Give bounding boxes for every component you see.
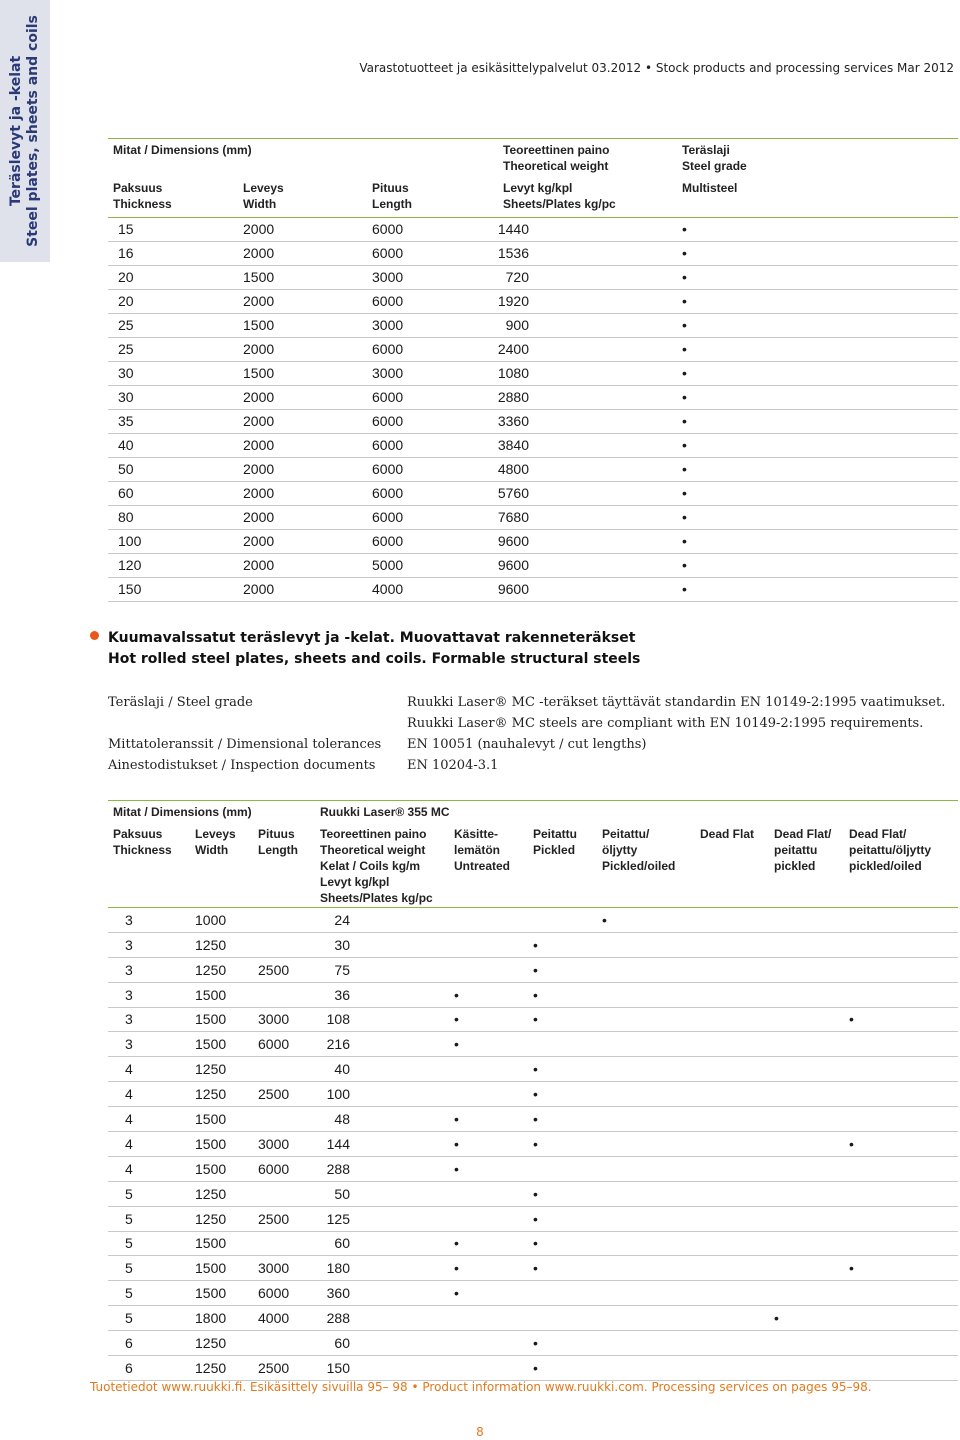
table-row: [108, 338, 958, 362]
thickness-cell: 15: [118, 221, 134, 237]
pickled-mark: •: [533, 1135, 538, 1152]
pickled-mark: •: [533, 1111, 538, 1128]
multisteel-table: [108, 138, 958, 602]
length-cell: 4000: [258, 1310, 290, 1327]
thickness-header: Paksuus Thickness: [113, 181, 172, 211]
table-row: [108, 1083, 958, 1107]
table-row: [108, 1108, 958, 1132]
width-cell: 2000: [243, 293, 275, 309]
untreated-mark: •: [454, 1285, 459, 1302]
thickness-cell: 3: [125, 986, 133, 1003]
thickness-cell: 20: [118, 293, 134, 309]
length-cell: 2500: [258, 1359, 290, 1376]
length-cell: 6000: [372, 413, 404, 429]
thickness-cell: 5: [125, 1310, 133, 1327]
table-row: [108, 290, 958, 314]
untreated-mark: •: [454, 1260, 459, 1277]
length-cell: 2500: [258, 1086, 290, 1103]
untreated-header: Käsitte- lemätön Untreated: [454, 827, 511, 873]
length-cell: 6000: [372, 293, 404, 309]
weight-cell: 720: [505, 269, 529, 285]
pickled-mark: •: [533, 1210, 538, 1227]
width-cell: 2000: [243, 509, 275, 525]
length-cell: 6000: [258, 1285, 290, 1302]
length-cell: 2500: [258, 1210, 290, 1227]
thickness-cell: 5: [125, 1260, 133, 1277]
tolerance-label: Mittatoleranssit / Dimensional tolerances: [108, 737, 382, 752]
untreated-mark: •: [454, 1111, 459, 1128]
width-cell: 2000: [243, 581, 275, 597]
width-cell: 1250: [195, 1185, 227, 1202]
thickness-cell: 3: [125, 911, 133, 928]
table-row: [108, 1133, 958, 1157]
width-cell: 1250: [195, 936, 227, 953]
thickness-cell: 40: [118, 437, 134, 453]
weight-cell: 40: [334, 1061, 350, 1078]
weight-cell: 1080: [497, 365, 529, 381]
thickness-cell: 4: [125, 1111, 133, 1128]
table-row: [108, 1307, 958, 1331]
table-row: [108, 314, 958, 338]
table-row: [108, 506, 958, 530]
thickness-cell: 5: [125, 1185, 133, 1202]
width-cell: 1500: [243, 365, 275, 381]
weight-cell: 288: [326, 1160, 350, 1177]
length-cell: 4000: [372, 581, 404, 597]
grade-header: Teräslaji Steel grade: [682, 143, 747, 173]
length-cell: 6000: [372, 389, 404, 405]
thickness-cell: 16: [118, 245, 134, 261]
table-header: [108, 801, 958, 907]
width-header: Leveys Width: [243, 181, 284, 211]
pickled-mark: •: [533, 1061, 538, 1078]
thickness-cell: 60: [118, 485, 134, 501]
pickled-mark: •: [533, 1260, 538, 1277]
table-row: [108, 554, 958, 578]
width-cell: 1500: [195, 1285, 227, 1302]
width-cell: 1500: [195, 1135, 227, 1152]
pickled-header: Peitattu Pickled: [533, 827, 578, 857]
weight-cell: 360: [326, 1285, 350, 1302]
product-header: Ruukki Laser® 355 MC: [320, 805, 450, 819]
length-cell: 3000: [258, 1260, 290, 1277]
weight-cell: 75: [334, 961, 350, 978]
table-row: [108, 386, 958, 410]
multisteel-mark: •: [682, 389, 687, 405]
section-bullet-icon: [90, 631, 99, 640]
untreated-mark: •: [454, 1160, 459, 1177]
pickled-mark: •: [533, 936, 538, 953]
plates-weight-header: Levyt kg/kpl Sheets/Plates kg/pc: [503, 181, 616, 211]
grade-fi: Ruukki Laser® MC -teräkset täyttävät standardin EN 10149-2:1995 vaatimukset.: [407, 695, 946, 710]
side-tab-line-fi: Teräslevyt ja -kelat: [8, 55, 24, 207]
multisteel-mark: •: [682, 509, 687, 525]
side-tab-title: [8, 15, 42, 247]
width-cell: 1500: [243, 317, 275, 333]
grade-label: Teräslaji / Steel grade: [108, 695, 253, 710]
thickness-cell: 25: [118, 317, 134, 333]
width-cell: 1250: [195, 1335, 227, 1352]
table-header: [108, 139, 958, 217]
length-cell: 3000: [372, 269, 404, 285]
width-cell: 2000: [243, 341, 275, 357]
width-cell: 2000: [243, 557, 275, 573]
width-cell: 2000: [243, 389, 275, 405]
weight-cell: 125: [326, 1210, 350, 1227]
width-cell: 1500: [195, 1260, 227, 1277]
thickness-header: Paksuus Thickness: [113, 827, 172, 857]
length-header: Pituus Length: [258, 827, 298, 857]
width-cell: 1250: [195, 961, 227, 978]
weight-cell: 3360: [497, 413, 529, 429]
thickness-cell: 3: [125, 936, 133, 953]
weight-cell: 30: [334, 936, 350, 953]
weight-cell: 50: [334, 1185, 350, 1202]
weight-header: Teoreettinen paino Theoretical weight: [503, 143, 610, 173]
width-cell: 1250: [195, 1061, 227, 1078]
width-header: Leveys Width: [195, 827, 236, 857]
weight-cell: 9600: [497, 581, 529, 597]
dimensions-header: Mitat / Dimensions (mm): [113, 143, 252, 157]
weight-cell: 5760: [497, 485, 529, 501]
thickness-cell: 3: [125, 1011, 133, 1028]
thickness-cell: 3: [125, 1036, 133, 1053]
thickness-cell: 4: [125, 1061, 133, 1078]
multisteel-mark: •: [682, 485, 687, 501]
weight-cell: 2400: [497, 341, 529, 357]
untreated-mark: •: [454, 1011, 459, 1028]
section-title: [108, 628, 640, 670]
thickness-cell: 30: [118, 389, 134, 405]
page-number: 8: [476, 1425, 484, 1439]
multisteel-mark: •: [682, 557, 687, 573]
weight-cell: 1440: [497, 221, 529, 237]
table-row: [108, 1008, 958, 1032]
thickness-cell: 20: [118, 269, 134, 285]
length-cell: 6000: [372, 485, 404, 501]
pickled-oiled-header: Peitattu/ öljytty Pickled/oiled: [602, 827, 676, 873]
multisteel-mark: •: [682, 317, 687, 333]
section-title-fi: Kuumavalssatut teräslevyt ja -kelat. Muovattavat rakenneteräkset: [108, 630, 636, 646]
weight-cell: 216: [326, 1036, 350, 1053]
thickness-cell: 3: [125, 961, 133, 978]
dead-flat-pickled-mark: •: [774, 1310, 779, 1327]
dead-flat-pickled-oiled-mark: •: [849, 1260, 854, 1277]
length-header: Pituus Length: [372, 181, 412, 211]
pickled-mark: •: [533, 1235, 538, 1252]
width-cell: 2000: [243, 413, 275, 429]
weight-cell: 288: [326, 1310, 350, 1327]
pickled-mark: •: [533, 1011, 538, 1028]
pickled-mark: •: [533, 1335, 538, 1352]
multisteel-mark: •: [682, 413, 687, 429]
thickness-cell: 4: [125, 1160, 133, 1177]
length-cell: 3000: [258, 1135, 290, 1152]
length-cell: 6000: [372, 437, 404, 453]
weight-cell: 1536: [497, 245, 529, 261]
length-cell: 6000: [372, 245, 404, 261]
length-cell: 6000: [372, 461, 404, 477]
weight-cell: 900: [505, 317, 529, 333]
dead-flat-pickled-oiled-header: Dead Flat/ peitattu/öljytty pickled/oiled: [849, 827, 932, 873]
untreated-mark: •: [454, 1235, 459, 1252]
weight-cell: 1920: [497, 293, 529, 309]
length-cell: 3000: [372, 317, 404, 333]
untreated-mark: •: [454, 1036, 459, 1053]
footer-note: Tuotetiedot www.ruukki.fi. Esikäsittely sivuilla 95– 98 • Product information www.ruukki.com. Processing services on pages 95–98.: [90, 1380, 872, 1394]
weight-cell: 4800: [497, 461, 529, 477]
thickness-cell: 150: [118, 581, 142, 597]
dimensions-header: Mitat / Dimensions (mm): [113, 805, 252, 819]
weight-cell: 48: [334, 1111, 350, 1128]
table-row: [108, 1332, 958, 1356]
thickness-cell: 5: [125, 1210, 133, 1227]
thickness-cell: 35: [118, 413, 134, 429]
section-title-en: Hot rolled steel plates, sheets and coils. Formable structural steels: [108, 651, 641, 667]
table-row: [108, 458, 958, 482]
width-cell: 2000: [243, 461, 275, 477]
untreated-mark: •: [454, 1135, 459, 1152]
table-row: [108, 1208, 958, 1232]
tolerance-value: EN 10051 (nauhalevyt / cut lengths): [407, 737, 647, 752]
multisteel-mark: •: [682, 533, 687, 549]
pickled-mark: •: [533, 961, 538, 978]
weight-cell: 180: [326, 1260, 350, 1277]
thickness-cell: 6: [125, 1335, 133, 1352]
table-row: [108, 434, 958, 458]
table-row: [108, 242, 958, 266]
thickness-cell: 80: [118, 509, 134, 525]
weight-cell: 100: [326, 1086, 350, 1103]
width-cell: 1000: [195, 911, 227, 928]
multisteel-header: Multisteel: [682, 181, 738, 195]
thickness-cell: 6: [125, 1359, 133, 1376]
thickness-cell: 4: [125, 1086, 133, 1103]
length-cell: 6000: [372, 341, 404, 357]
length-cell: 6000: [372, 533, 404, 549]
multisteel-mark: •: [682, 341, 687, 357]
weight-cell: 150: [326, 1359, 350, 1376]
thickness-cell: 120: [118, 557, 142, 573]
length-cell: 6000: [372, 509, 404, 525]
width-cell: 2000: [243, 533, 275, 549]
table-row: [108, 984, 958, 1008]
width-cell: 1500: [195, 986, 227, 1003]
pickled-mark: •: [533, 1185, 538, 1202]
weight-header: Teoreettinen paino Theoretical weight Kelat / Coils kg/m Levyt kg/kpl Sheets/Plates kg/pc: [320, 827, 433, 905]
grade-en: Ruukki Laser® MC steels are compliant with EN 10149-2:1995 requirements.: [407, 716, 924, 731]
weight-cell: 3840: [497, 437, 529, 453]
weight-cell: 9600: [497, 533, 529, 549]
table-row: [108, 934, 958, 958]
length-cell: 6000: [258, 1160, 290, 1177]
thickness-cell: 50: [118, 461, 134, 477]
length-cell: 3000: [258, 1011, 290, 1028]
multisteel-mark: •: [682, 437, 687, 453]
weight-cell: 9600: [497, 557, 529, 573]
thickness-cell: 100: [118, 533, 142, 549]
table-row: [108, 1183, 958, 1207]
length-cell: 6000: [372, 221, 404, 237]
width-cell: 2000: [243, 245, 275, 261]
table-row: [108, 1033, 958, 1057]
length-cell: 6000: [258, 1036, 290, 1053]
table-row: [108, 410, 958, 434]
untreated-mark: •: [454, 986, 459, 1003]
weight-cell: 144: [326, 1135, 350, 1152]
dead-flat-header: Dead Flat: [700, 827, 755, 841]
multisteel-mark: •: [682, 221, 687, 237]
width-cell: 1500: [195, 1036, 227, 1053]
table-row: [108, 530, 958, 554]
table-row: [108, 362, 958, 386]
width-cell: 1250: [195, 1359, 227, 1376]
side-tab: [0, 0, 50, 262]
dead-flat-pickled-oiled-mark: •: [849, 1135, 854, 1152]
width-cell: 1500: [195, 1235, 227, 1252]
weight-cell: 24: [334, 911, 350, 928]
width-cell: 2000: [243, 437, 275, 453]
weight-cell: 2880: [497, 389, 529, 405]
table-body: [108, 218, 958, 602]
length-cell: 2500: [258, 961, 290, 978]
width-cell: 2000: [243, 221, 275, 237]
weight-cell: 108: [326, 1011, 350, 1028]
pickled-mark: •: [533, 986, 538, 1003]
thickness-cell: 5: [125, 1285, 133, 1302]
table-row: [108, 218, 958, 242]
inspection-label: Ainestodistukset / Inspection documents: [108, 758, 376, 773]
thickness-cell: 25: [118, 341, 134, 357]
table-row: [108, 1158, 958, 1182]
weight-cell: 60: [334, 1335, 350, 1352]
width-cell: 1500: [195, 1011, 227, 1028]
width-cell: 1500: [195, 1160, 227, 1177]
table-row: [108, 1058, 958, 1082]
thickness-cell: 30: [118, 365, 134, 381]
weight-cell: 36: [334, 986, 350, 1003]
width-cell: 1250: [195, 1210, 227, 1227]
multisteel-mark: •: [682, 461, 687, 477]
thickness-cell: 5: [125, 1235, 133, 1252]
weight-cell: 7680: [497, 509, 529, 525]
table-row: [108, 1282, 958, 1306]
weight-cell: 60: [334, 1235, 350, 1252]
table-row: [108, 482, 958, 506]
multisteel-mark: •: [682, 245, 687, 261]
length-cell: 5000: [372, 557, 404, 573]
inspection-value: EN 10204-3.1: [407, 758, 499, 773]
table-row: [108, 266, 958, 290]
laser-mc-table: [108, 800, 958, 1381]
multisteel-mark: •: [682, 365, 687, 381]
table-body: [108, 909, 958, 1381]
table-row: [108, 1357, 958, 1381]
table-row: [108, 1232, 958, 1256]
multisteel-mark: •: [682, 269, 687, 285]
side-tab-line-en: Steel plates, sheets and coils: [25, 15, 41, 247]
width-cell: 1800: [195, 1310, 227, 1327]
dead-flat-pickled-oiled-mark: •: [849, 1011, 854, 1028]
width-cell: 1500: [243, 269, 275, 285]
page-header: Varastotuotteet ja esikäsittelypalvelut 03.2012 • Stock products and processing services Mar 2012: [359, 61, 954, 75]
multisteel-mark: •: [682, 581, 687, 597]
length-cell: 3000: [372, 365, 404, 381]
width-cell: 2000: [243, 485, 275, 501]
pickled-mark: •: [533, 1086, 538, 1103]
pickled-mark: •: [533, 1359, 538, 1376]
table-row: [108, 959, 958, 983]
multisteel-mark: •: [682, 293, 687, 309]
pickled-oiled-mark: •: [602, 911, 607, 928]
table-row: [108, 578, 958, 602]
table-row: [108, 909, 958, 933]
width-cell: 1250: [195, 1086, 227, 1103]
width-cell: 1500: [195, 1111, 227, 1128]
dead-flat-pickled-header: Dead Flat/ peitattu pickled: [774, 827, 832, 873]
thickness-cell: 4: [125, 1135, 133, 1152]
table-row: [108, 1257, 958, 1281]
